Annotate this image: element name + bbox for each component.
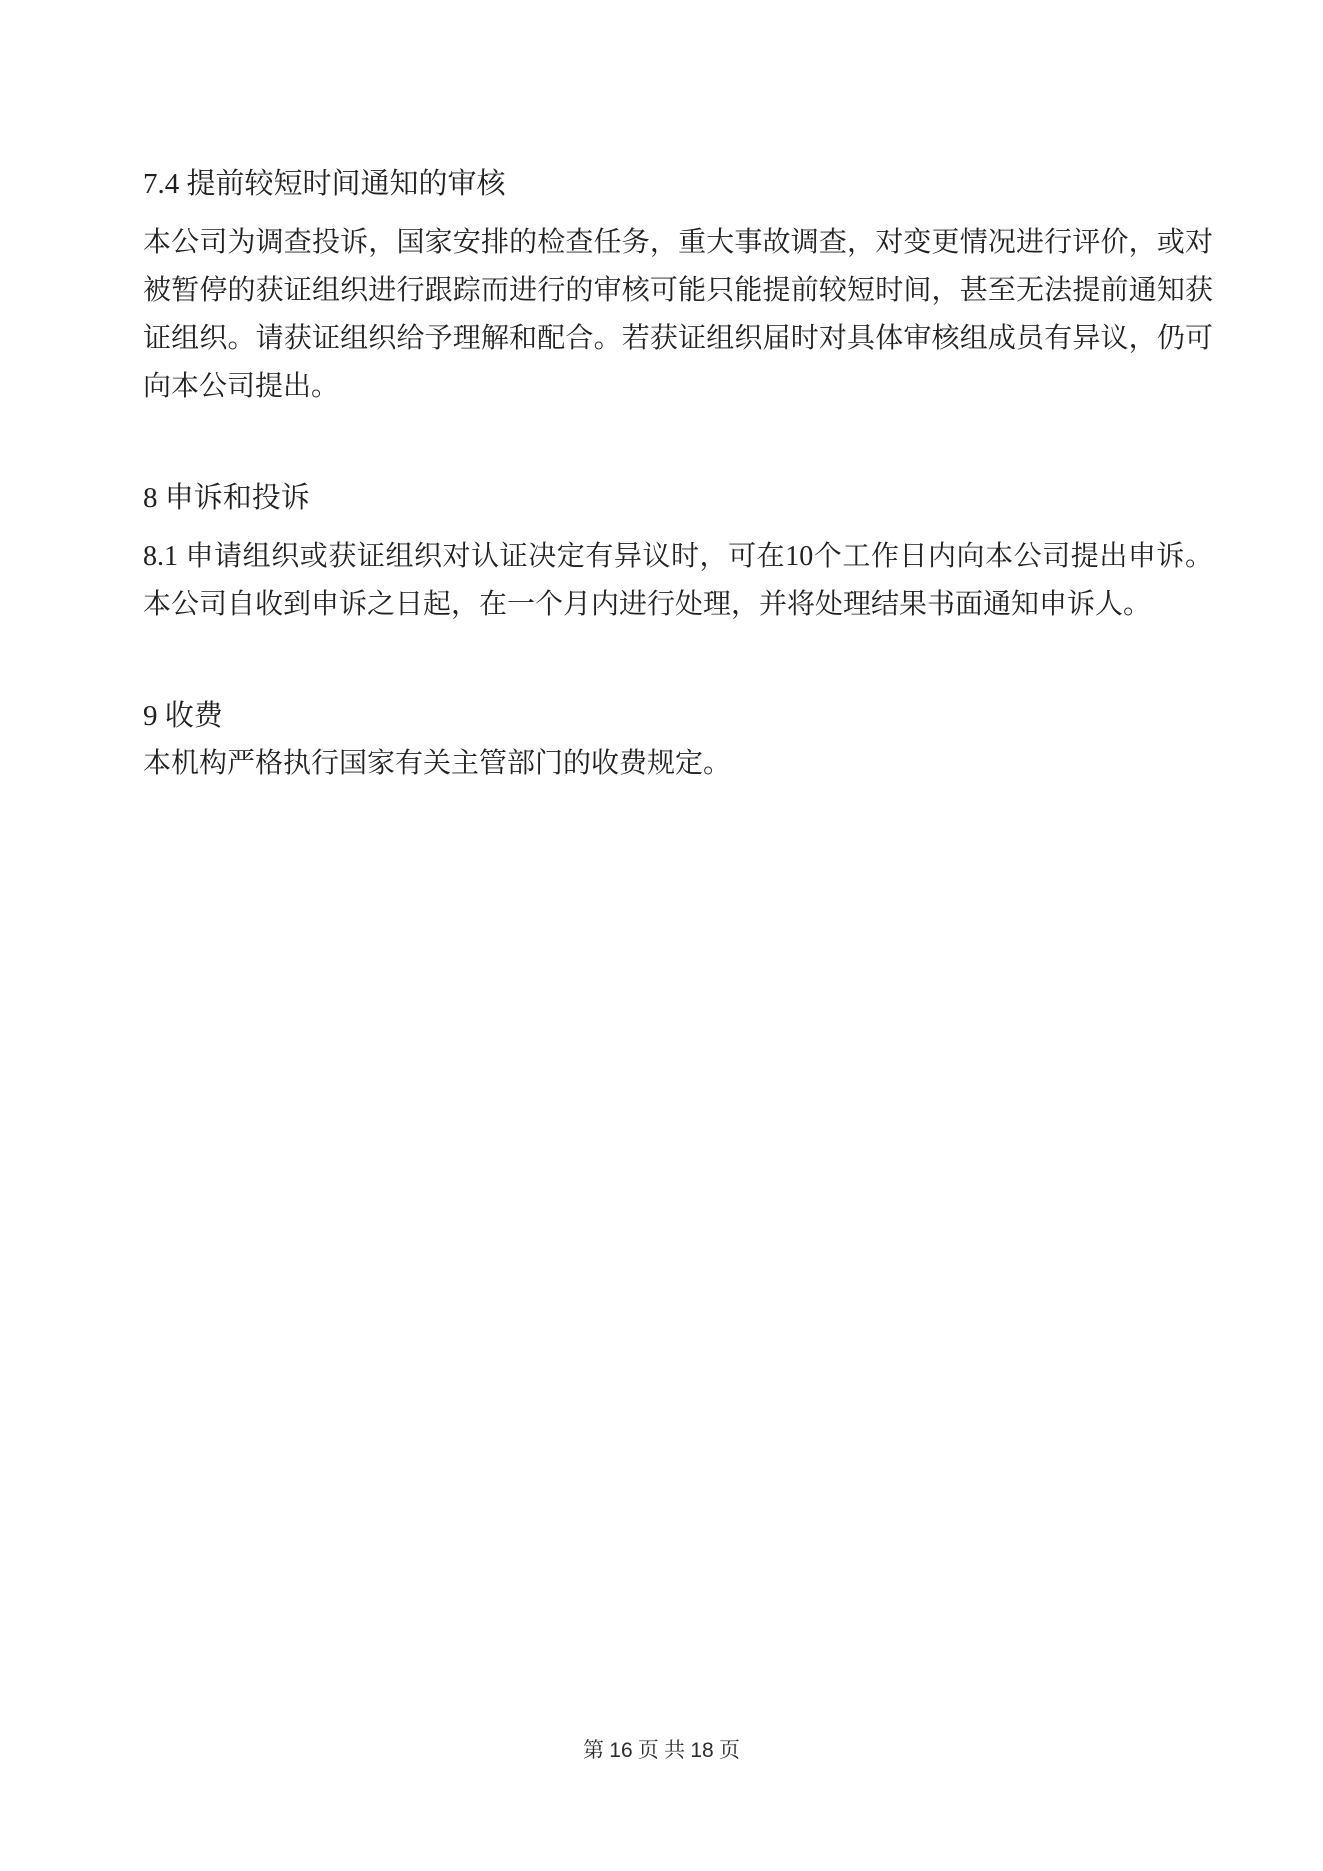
footer-page-number: 16 bbox=[609, 1739, 633, 1762]
footer-total-pages: 18 bbox=[690, 1739, 714, 1762]
footer-suffix: 页 bbox=[713, 1738, 740, 1762]
footer-prefix: 第 bbox=[583, 1738, 610, 1762]
page-content bbox=[143, 160, 1213, 788]
section-body-8-1: 8.1 申请组织或获证组织对认证决定有异议时，可在10个工作日内向本公司提出申诉。本公司自收到申诉之日起，在一个月内进行处理，并将处理结果书面通知申诉人。 bbox=[143, 541, 1213, 620]
page-footer bbox=[0, 1735, 1323, 1766]
section-heading-7-4: 7.4 提前较短时间通知的审核 bbox=[143, 168, 506, 200]
section-body-7-4: 本公司为调查投诉，国家安排的检查任务，重大事故调查，对变更情况进行评价，或对被暂停的获证组织进行跟踪而进行的审核可能只能提前较短时间，甚至无法提前通知获证组织。请获证组织给予理解和配合。若获证组织届时对具体审核组成员有异议，仍可向本公司提出。 bbox=[143, 227, 1213, 402]
section-body-9: 本机构严格执行国家有关主管部门的收费规定。 bbox=[143, 748, 732, 779]
section-heading-9: 9 收费 bbox=[143, 700, 223, 732]
footer-mid: 页 共 bbox=[632, 1738, 691, 1762]
section-heading-8: 8 申诉和投诉 bbox=[143, 482, 310, 514]
